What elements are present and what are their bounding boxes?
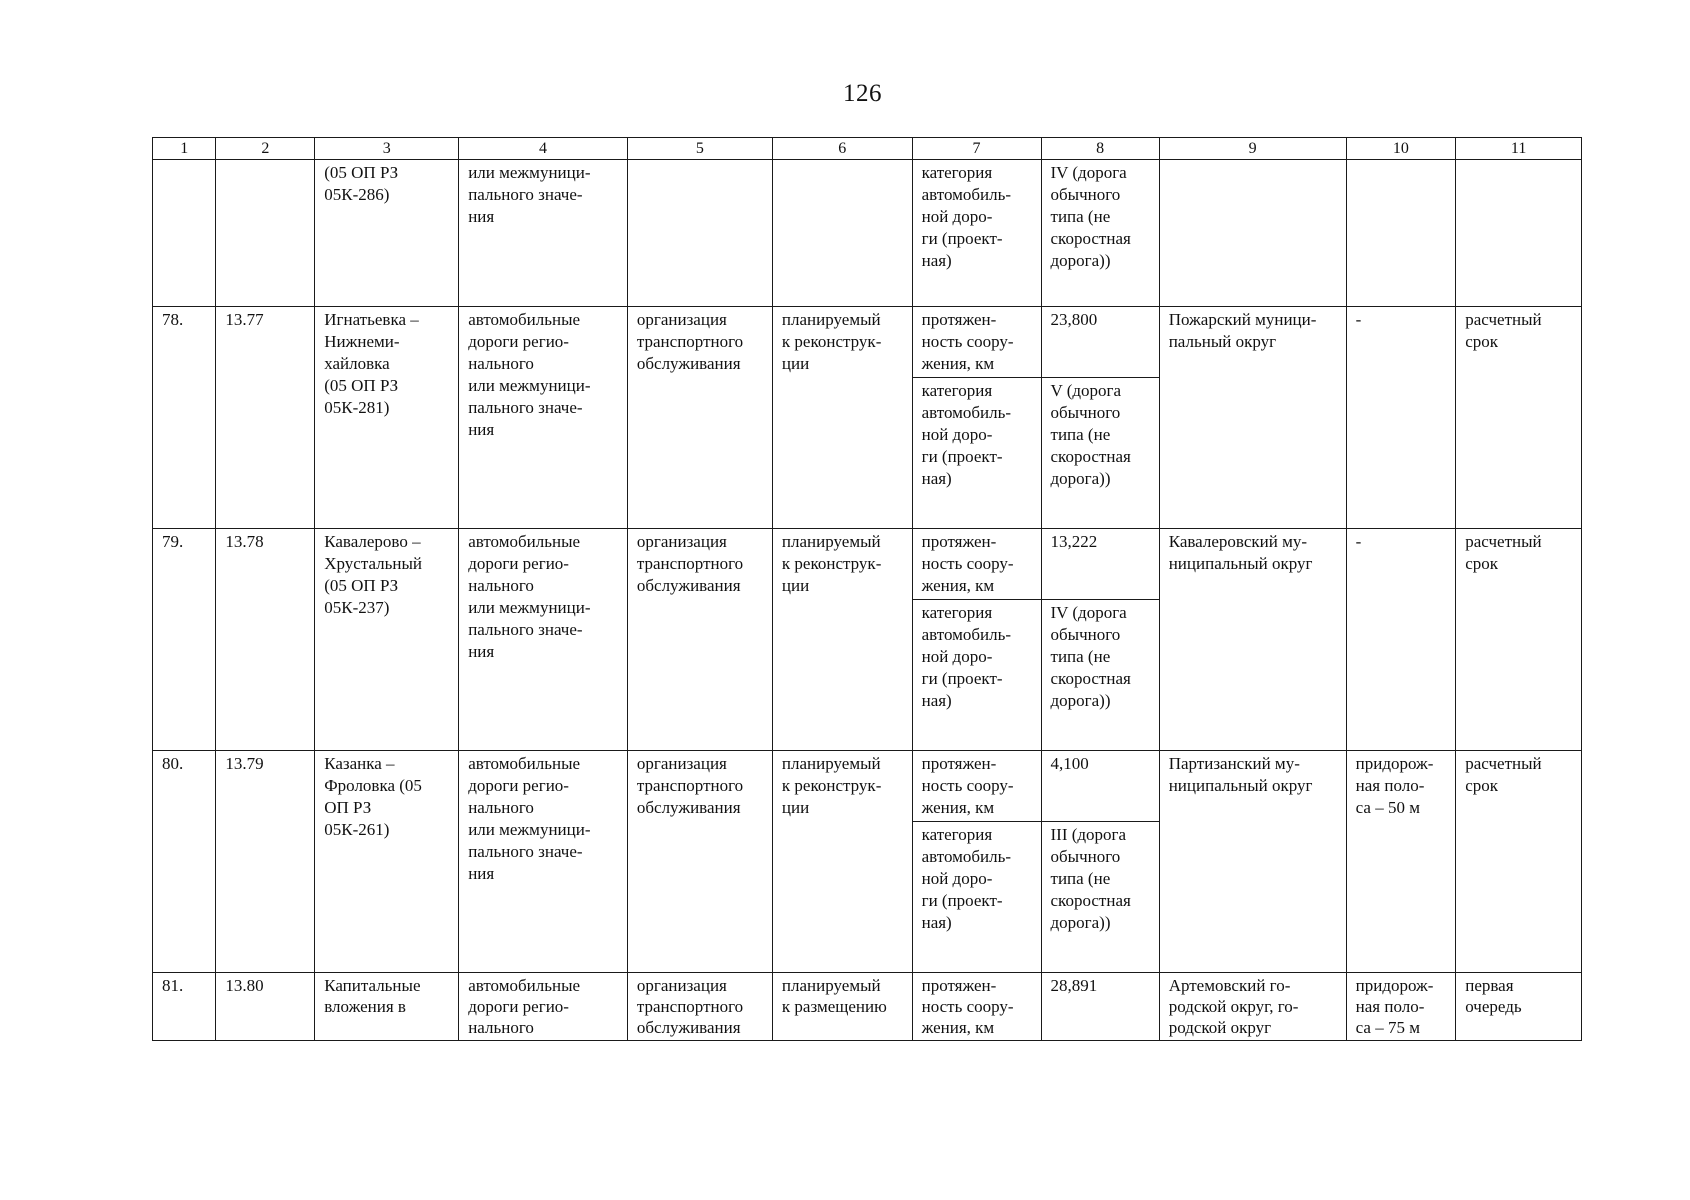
column-number: 3: [315, 138, 459, 160]
parameter-value-cell: III (дорога обычного типа (не скоростная дорога)): [1041, 822, 1159, 973]
column-number: 9: [1159, 138, 1346, 160]
parameter-label-cell: категория автомобиль- ной доро- ги (проект- ная): [912, 378, 1041, 529]
page-number: 126: [843, 80, 882, 107]
object-code-cell: 13.80: [216, 973, 315, 1041]
object-code-cell: 13.77: [216, 307, 315, 529]
table-row: [153, 529, 1582, 600]
parameter-label-cell: протяжен- ность соору- жения, км: [912, 307, 1041, 378]
object-name-cell: Кавалерово – Хрустальный (05 ОП РЗ 05К-237): [315, 529, 459, 751]
object-code-cell: [216, 160, 315, 307]
row-number-cell: 80.: [153, 751, 216, 973]
table-row: [153, 751, 1582, 822]
purpose-cell: [627, 160, 772, 307]
column-number: 1: [153, 138, 216, 160]
parameter-label-cell: категория автомобиль- ной доро- ги (проект- ная): [912, 600, 1041, 751]
object-type-cell: или межмуници- пального значе- ния: [459, 160, 628, 307]
location-cell: Партизанский му- ниципальный округ: [1159, 751, 1346, 973]
parameter-label-cell: категория автомобиль- ной доро- ги (проект- ная): [912, 822, 1041, 973]
object-name-cell: Игнатьевка – Нижнеми- хайловка (05 ОП РЗ 05К-281): [315, 307, 459, 529]
object-code-cell: 13.79: [216, 751, 315, 973]
continued-row: [153, 160, 1582, 307]
parameter-label-cell: протяжен- ность соору- жения, км: [912, 529, 1041, 600]
parameter-label-cell: протяжен- ность соору- жения, км: [912, 973, 1041, 1041]
object-name-cell: Казанка – Фроловка (05 ОП РЗ 05К-261): [315, 751, 459, 973]
column-number: 7: [912, 138, 1041, 160]
parameter-value-cell: 23,800: [1041, 307, 1159, 378]
table-row: [153, 307, 1582, 378]
row-number-cell: [153, 160, 216, 307]
zone-cell: придорож- ная поло- са – 75 м: [1346, 973, 1456, 1041]
zone-cell: придорож- ная поло- са – 50 м: [1346, 751, 1456, 973]
term-cell: расчетный срок: [1456, 529, 1582, 751]
purpose-cell: организация транспортного обслуживания: [627, 307, 772, 529]
status-cell: планируемый к реконструк- ции: [772, 529, 912, 751]
object-type-cell: автомобильные дороги регио- нального или межмуници- пального значе- ния: [459, 751, 628, 973]
term-cell: первая очередь: [1456, 973, 1582, 1041]
term-cell: расчетный срок: [1456, 751, 1582, 973]
parameter-value-cell: IV (дорога обычного типа (не скоростная дорога)): [1041, 600, 1159, 751]
status-cell: планируемый к размещению: [772, 973, 912, 1041]
parameter-value-cell: 4,100: [1041, 751, 1159, 822]
parameter-label-cell: протяжен- ность соору- жения, км: [912, 751, 1041, 822]
location-cell: Артемовский го- родской округ, го- родской округ: [1159, 973, 1346, 1041]
column-number: 2: [216, 138, 315, 160]
parameter-label-cell: категория автомобиль- ной доро- ги (проект- ная): [912, 160, 1041, 307]
location-cell: Пожарский муници- пальный округ: [1159, 307, 1346, 529]
object-type-cell: автомобильные дороги регио- нального или межмуници- пального значе- ния: [459, 307, 628, 529]
row-number-cell: 78.: [153, 307, 216, 529]
purpose-cell: организация транспортного обслуживания: [627, 529, 772, 751]
status-cell: планируемый к реконструк- ции: [772, 751, 912, 973]
term-cell: расчетный срок: [1456, 307, 1582, 529]
zone-cell: -: [1346, 307, 1456, 529]
status-cell: планируемый к реконструк- ции: [772, 307, 912, 529]
row-number-cell: 79.: [153, 529, 216, 751]
object-type-cell: автомобильные дороги регио- нального: [459, 973, 628, 1041]
purpose-cell: организация транспортного обслуживания: [627, 751, 772, 973]
parameter-value-cell: 13,222: [1041, 529, 1159, 600]
object-name-cell: (05 ОП РЗ 05К-286): [315, 160, 459, 307]
location-cell: [1159, 160, 1346, 307]
object-name-cell: Капитальные вложения в: [315, 973, 459, 1041]
column-number: 8: [1041, 138, 1159, 160]
table-row: [153, 973, 1582, 1041]
parameter-value-cell: V (дорога обычного типа (не скоростная дорога)): [1041, 378, 1159, 529]
zone-cell: [1346, 160, 1456, 307]
term-cell: [1456, 160, 1582, 307]
parameter-value-cell: 28,891: [1041, 973, 1159, 1041]
column-number: 11: [1456, 138, 1582, 160]
column-number: 5: [627, 138, 772, 160]
column-number: 4: [459, 138, 628, 160]
row-number-cell: 81.: [153, 973, 216, 1041]
zone-cell: -: [1346, 529, 1456, 751]
object-type-cell: автомобильные дороги регио- нального или межмуници- пального значе- ния: [459, 529, 628, 751]
status-cell: [772, 160, 912, 307]
parameter-value-cell: IV (дорога обычного типа (не скоростная дорога)): [1041, 160, 1159, 307]
object-code-cell: 13.78: [216, 529, 315, 751]
purpose-cell: организация транспортного обслуживания: [627, 973, 772, 1041]
column-number-row: [153, 138, 1582, 160]
location-cell: Кавалеровский му- ниципальный округ: [1159, 529, 1346, 751]
column-number: 6: [772, 138, 912, 160]
objects-table: [152, 137, 1582, 1041]
column-number: 10: [1346, 138, 1456, 160]
